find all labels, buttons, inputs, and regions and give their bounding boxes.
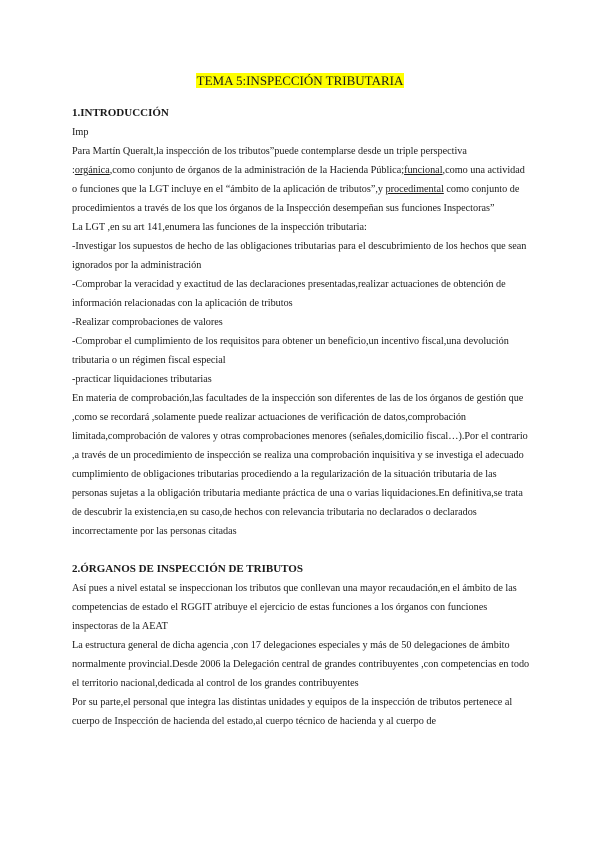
section-1-paragraph-2: La LGT ,en su art 141,enumera las funciones de la inspección tributaria:: [72, 222, 367, 233]
section-2-paragraph-2: La estructura general de dicha agencia ,con 17 delegaciones especiales y más de 50 delegaciones de ámbito normalmente provincial.Desde 2006 la Delegación central de grandes contribuyentes ,con competencias en todo el territorio nacional,dedicada al control de los grandes contribuyentes: [72, 640, 530, 689]
section-1-paragraph-1: Para Martín Queralt,la inspección de los tributos”puede contemplarse desde un triple perspectiva :orgánica,como conjunto de órganos de la administración de la Hacienda Pública;funcional,como una actividad o funciones que la LGT incluye en el “ámbito de la aplicación de tributos”,y procedimental como conjunto de procedimientos a través de los que los órganos de la Inspección desempeñan sus funciones Inspectoras”: [72, 146, 525, 214]
section-2-heading: 2.ÓRGANOS DE INSPECCIÓN DE TRIBUTOS: [72, 563, 303, 575]
imp-line: Imp: [72, 127, 89, 138]
function-item-4: -Comprobar el cumplimiento de los requisitos para obtener un beneficio,un incentivo fiscal,una devolución tributaria o un régimen fiscal especial: [72, 336, 509, 366]
section-gap: [72, 541, 532, 560]
term-organica: orgánica: [74, 165, 110, 176]
section-2-paragraph-3: Por su parte,el personal que integra las distintas unidades y equipos de la inspección de tributos pertenece al cuerpo de Inspección de hacienda del estado,al cuerpo técnico de hacienda y al cuerpo de: [72, 697, 513, 727]
document-title: TEMA 5:INSPECCIÓN TRIBUTARIA: [196, 73, 404, 88]
term-funcional: funcional: [404, 165, 443, 176]
term-procedimental: procedimental: [385, 184, 444, 195]
function-item-2: -Comprobar la veracidad y exactitud de las declaraciones presentadas,realizar actuaciones de obtención de información relacionadas con la aplicación de tributos: [72, 279, 506, 309]
section-1-paragraph-3: En materia de comprobación,las facultades de la inspección son diferentes de las de los órganos de gestión que ,como se recordará ,solamente puede realizar actuaciones de verificación de datos,comprobación limitada,comprobación de valores y otras comprobaciones menores (señales,domicilio fiscal…).Por el contrario ,a través de un procedimiento de inspección se realiza una comprobación inquisitiva y se investiga el adecuado cumplimiento de obligaciones tributarias procediendo a la regularización de la situación tributaria de las personas sujetas a la obligación tributaria mediante práctica de una o varias liquidaciones.En definitiva,se trata de descubrir la existencia,en su caso,de hechos con relevancia tributaria no declarados o declarados incorrectamente por las personas citadas: [72, 393, 528, 537]
section-1-heading: 1.INTRODUCCIÓN: [72, 107, 169, 119]
section-2-paragraph-1: Así pues a nivel estatal se inspeccionan los tributos que conllevan una mayor recaudación,en el ámbito de las competencias de estado el RGGIT atribuye el ejercicio de estas funciones a los órganos con funciones inspectoras de la AEAT: [72, 583, 517, 632]
function-item-1: -Investigar los supuestos de hecho de las obligaciones tributarias para el descubrimiento de los hechos que sean ignorados por la administración: [72, 241, 527, 271]
function-item-5: -practicar liquidaciones tributarias: [72, 374, 212, 385]
document-body: [72, 104, 532, 731]
function-item-3: -Realizar comprobaciones de valores: [72, 317, 223, 328]
